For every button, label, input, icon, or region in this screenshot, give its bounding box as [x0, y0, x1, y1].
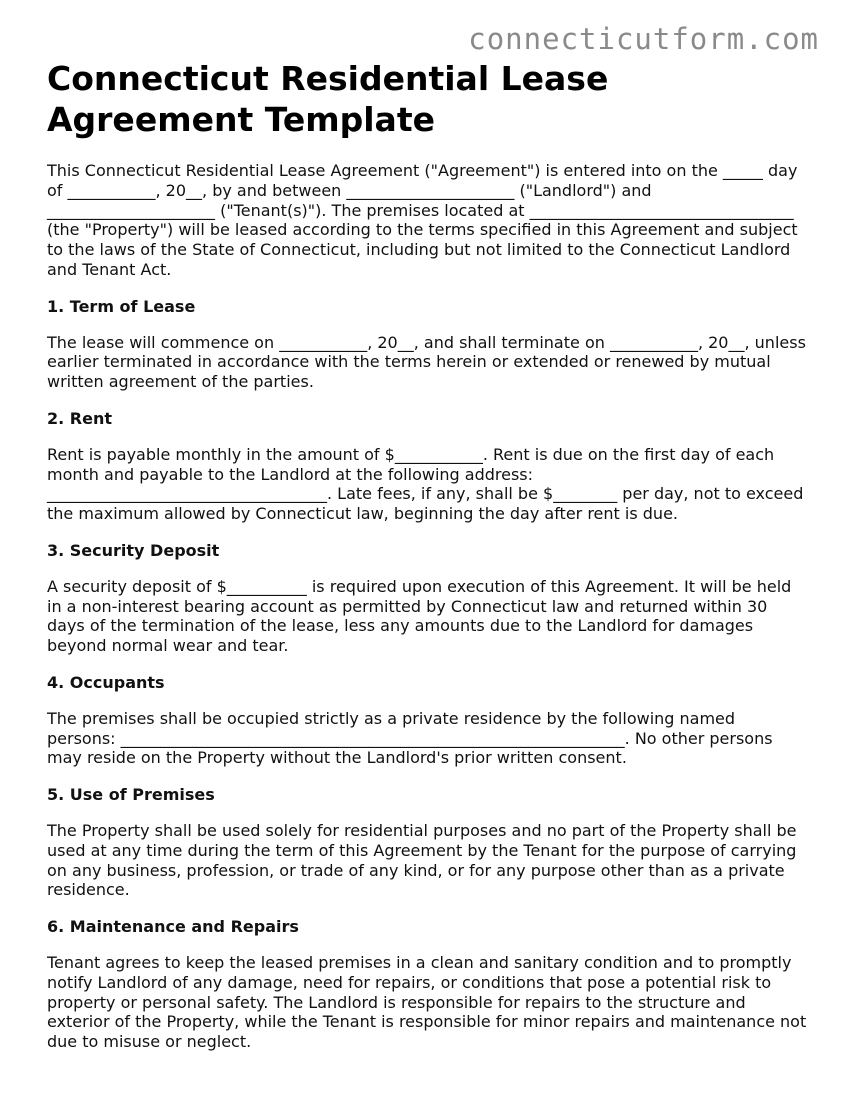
section-body-use-of-premises: The Property shall be used solely for residential purposes and no part of the Property shall be used at any time during the term of this Agreement by the Tenant for the purpose of carrying on any business, profession, or trade of any kind, or for any purpose other than as a private residence.: [47, 820, 797, 900]
section-body-term: The lease will commence on ___________, 20__, and shall terminate on ___________, 20__, unless earlier terminated in accordance with the terms herein or extended or renewed by mutual written agreement of the parties.: [47, 332, 806, 392]
section-heading-occupants: 4. Occupants: [47, 672, 165, 692]
section-body-maintenance: Tenant agrees to keep the leased premises in a clean and sanitary condition and to promptly notify Landlord of any damage, need for repairs, or conditions that pose a potential risk to property or personal safety. The Landlord is responsible for repairs to the structure and exterior of the Property, while the Tenant is responsible for minor repairs and maintenance not due to misuse or neglect.: [47, 952, 807, 1052]
section-heading-maintenance: 6. Maintenance and Repairs: [47, 917, 299, 937]
document-title: Connecticut Residential Lease Agreement Template: [47, 59, 609, 139]
intro-paragraph: This Connecticut Residential Lease Agreement ("Agreement") is entered into on the _____ day of ___________, 20__, by and between _____________________ ("Landlord") and _____________________ ("Tenant(s)"). The premises located at _________________________________ (the "Property") will be leased according to the terms specified in this Agreement and subject to the laws of the State of Connecticut, including but not limited to the Connecticut Landlord and Tenant Act.: [47, 161, 798, 279]
watermark-text: connecticutform.com: [468, 22, 819, 56]
section-heading-use-of-premises: 5. Use of Premises: [47, 785, 215, 805]
section-body-rent: Rent is payable monthly in the amount of $___________. Rent is due on the first day of each month and payable to the Landlord at the following address: ___________________________________. Late fees, if any, shall be $________ per day, not to exceed the maximum allowed by Connecticut law, beginning the day after rent is due.: [47, 444, 804, 524]
section-body-occupants: The premises shall be occupied strictly as a private residence by the following named persons: _______________________________________________________________. No other persons may reside on the Property without the Landlord's prior written consent.: [47, 708, 773, 768]
section-body-security-deposit: A security deposit of $__________ is required upon execution of this Agreement. It will be held in a non-interest bearing account as permitted by Connecticut law and returned within 30 days of the termination of the lease, less any amounts due to the Landlord for damages beyond normal wear and tear.: [47, 576, 792, 656]
section-heading-term: 1. Term of Lease: [47, 296, 196, 316]
section-heading-security-deposit: 3. Security Deposit: [47, 540, 220, 560]
section-heading-rent: 2. Rent: [47, 408, 112, 428]
document-page: [47, 58, 807, 1052]
